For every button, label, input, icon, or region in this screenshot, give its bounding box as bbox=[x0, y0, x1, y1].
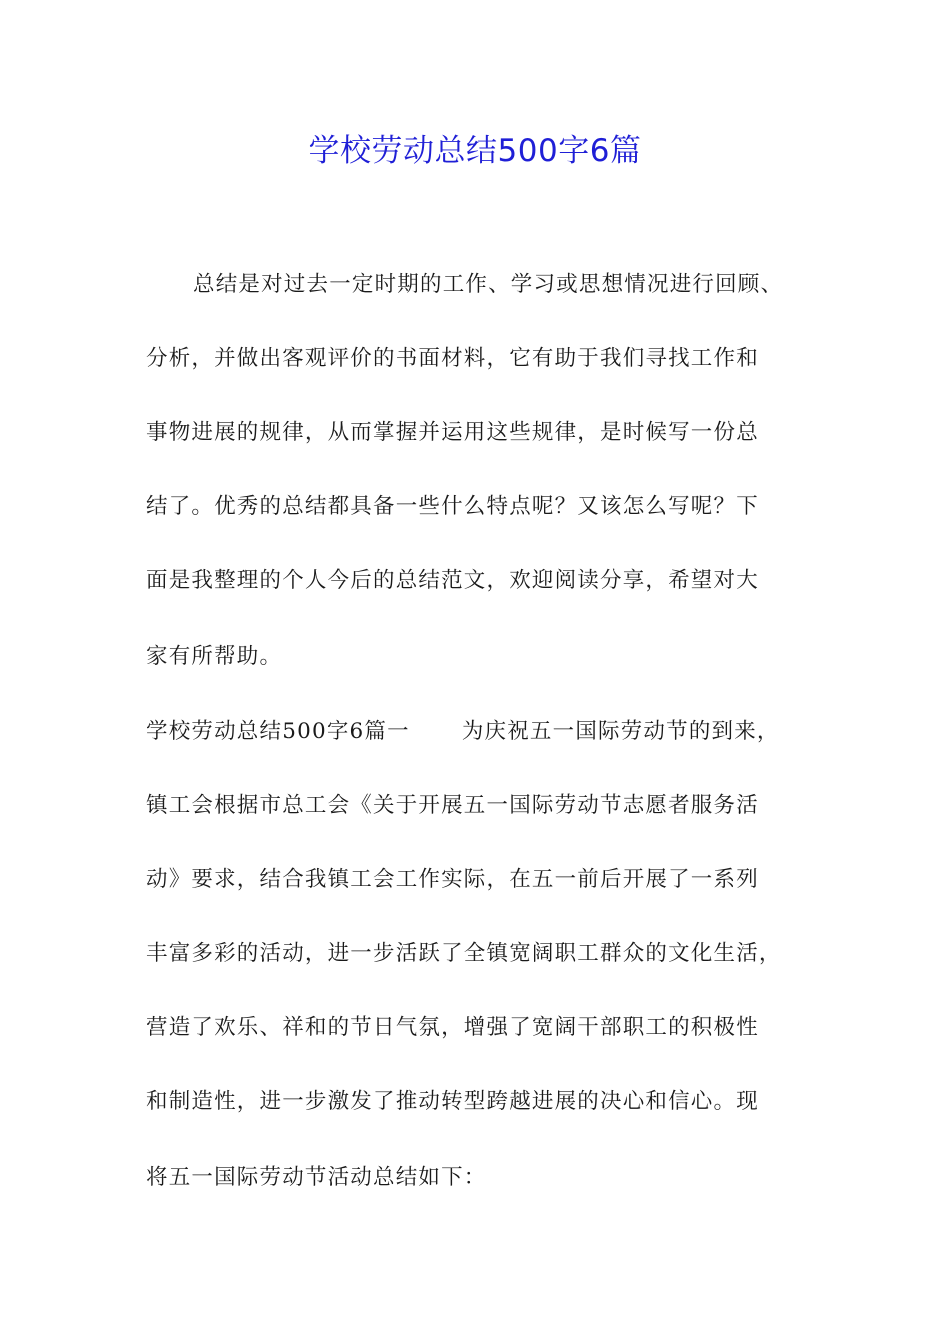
section-line-1: 镇工会根据市总工会《关于开展五一国际劳动节志愿者服务活 bbox=[146, 793, 759, 818]
intro-line-6: 家有所帮助。 bbox=[146, 644, 283, 669]
section-line-2: 动》要求，结合我镇工会工作实际，在五一前后开展了一系列 bbox=[146, 867, 759, 892]
section-heading-line bbox=[146, 712, 780, 752]
intro-line-2: 分析，并做出客观评价的书面材料，它有助于我们寻找工作和 bbox=[146, 346, 759, 371]
section-first-line: 为庆祝五一国际劳动节的到来， bbox=[461, 719, 780, 744]
intro-line-1: 总结是对过去一定时期的工作、学习或思想情况进行回顾、 bbox=[193, 272, 784, 297]
section-line-6: 将五一国际劳动节活动总结如下： bbox=[146, 1165, 487, 1190]
section-line-3: 丰富多彩的活动，进一步活跃了全镇宽阔职工群众的文化生活， bbox=[146, 941, 782, 966]
section-line-4: 营造了欢乐、祥和的节日气氛，增强了宽阔干部职工的积极性 bbox=[146, 1015, 759, 1040]
document-title: 学校劳动总结500字6篇 bbox=[308, 133, 642, 169]
section-heading: 学校劳动总结500字6篇一 bbox=[146, 719, 410, 744]
intro-line-5: 面是我整理的个人今后的总结范文，欢迎阅读分享，希望对大 bbox=[146, 568, 759, 593]
intro-line-3: 事物进展的规律，从而掌握并运用这些规律，是时候写一份总 bbox=[146, 420, 759, 445]
intro-line-4: 结了。优秀的总结都具备一些什么特点呢？又该怎么写呢？下 bbox=[146, 494, 759, 519]
section-line-5: 和制造性，进一步激发了推动转型跨越进展的决心和信心。现 bbox=[146, 1089, 759, 1114]
